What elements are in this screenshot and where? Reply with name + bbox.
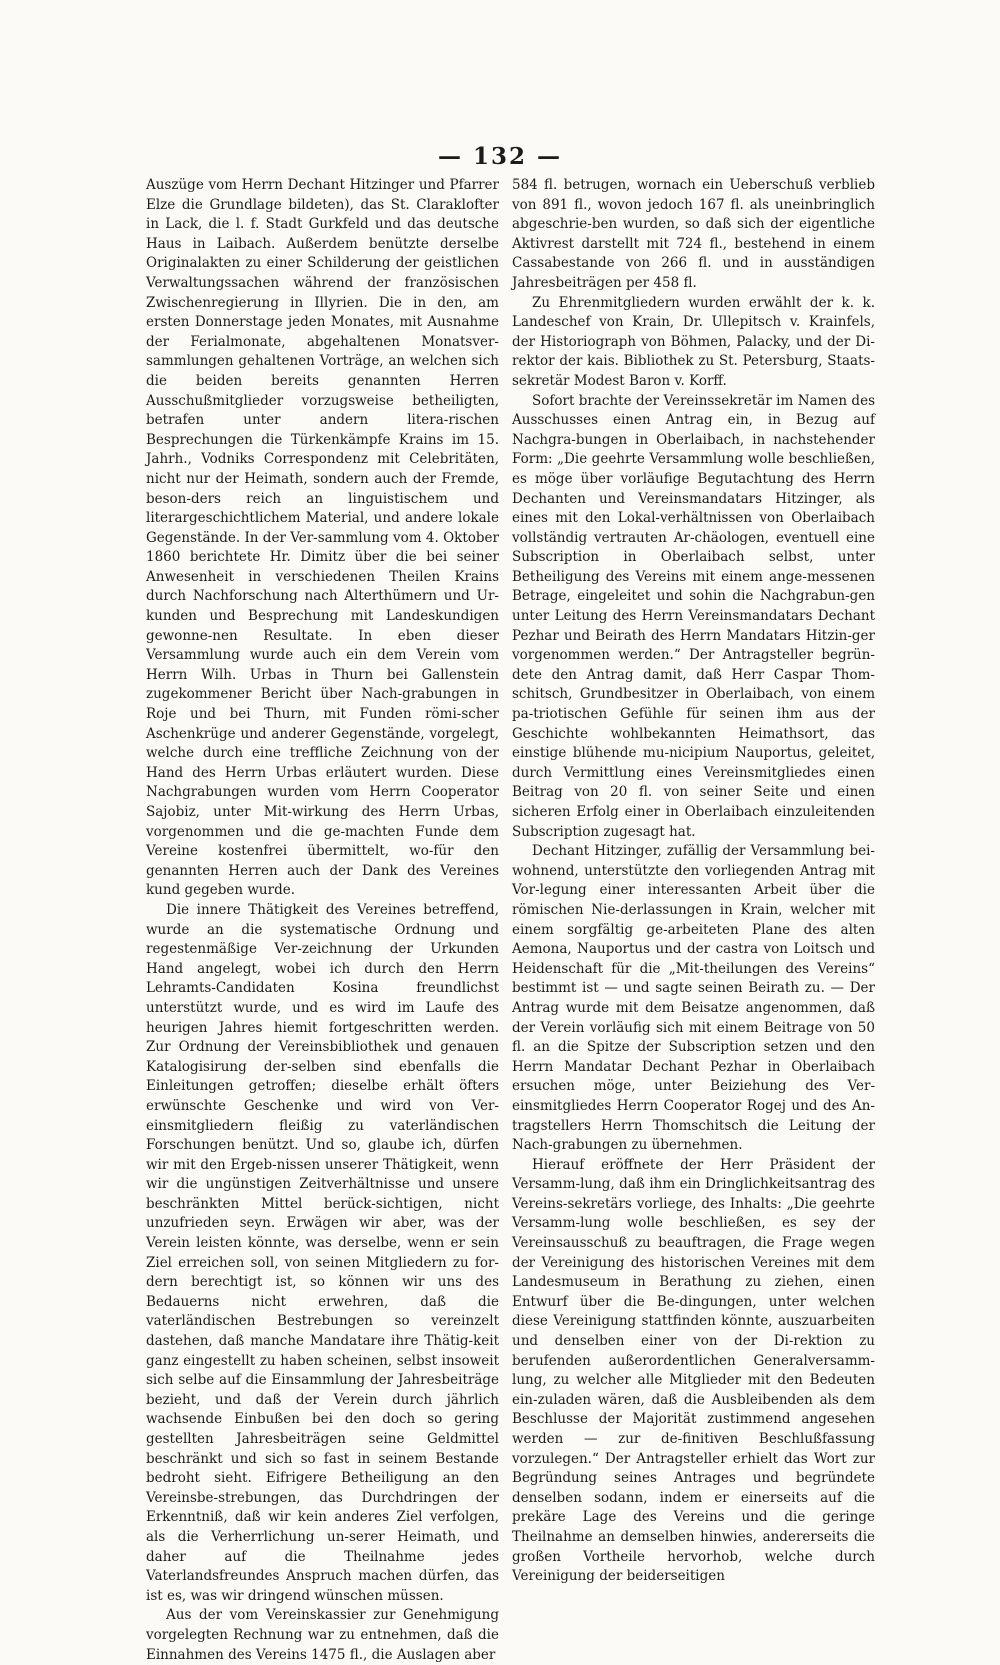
paragraph: Die innere Thätigkeit des Vereines betreffend, wurde an die systematische Ordnung und regestenmäßige Ver-zeichnung der Urkunden Hand angelegt, wobei ich durch den Herrn Lehramts-Candidaten Kosina freundlichst unterstützt wurde, und es wird im Laufe des heurigen Jahres hiemit fortgeschritten werden. Zur Ordnung der Vereinsbibliothek und genauen Katalogisirung der-selben sind ebenfalls die Einleitungen getroffen; dieselbe erhält öfters erwünschte Geschenke und wird von Ver-einsmitgliedern fleißig zu vaterländischen Forschungen benützt. Und so, glaube ich, dürfen wir mit den Ergeb-nissen unserer Thätigkeit, wenn wir die ungünstigen Zeitverhältnisse und unsere beschränkten Mittel berück-sichtigen, nicht unzufrieden seyn. Erwägen wir aber, was der Verein leisten könnte, was derselbe, wenn er sein Ziel erreichen soll, von seinen Mitgliedern zu for-dern berechtigt ist, so können wir uns des Bedauerns nicht erwehren, daß die vaterländischen Bestrebungen so vereinzelt dastehen, daß manche Mandatare ihre Thätig-keit ganz eingestellt zu haben scheinen, selbst insoweit sich selbe auf die Einsammlung der Jahresbeiträge bezieht, und daß der Verein durch jährlich wachsende Einbußen bei den doch so gering gestellten Jahresbeiträgen seine Geldmittel beschränkt und sich so fast in seinem Bestande bedroht sieht. Eifrigere Betheiligung an den Vereinsbe-strebungen, das Durchdringen der Erkenntniß, daß wir kein anderes Ziel verfolgen, als die Verherrlichung un-serer Heimath, und daher auf die Theilnahme jedes Vaterlandsfreundes Anspruch machen dürfen, das ist es, was wir dringend wünschen müssen. xyxy=(146,901,499,1604)
paragraph: Auszüge vom Herrn Dechant Hitzinger und Pfarrer Elze die Grundlage bildeten), das St. Claraklofter in Lack, die l. f. Stadt Gurkfeld und das deutsche Haus in Laibach. Außerdem benützte derselbe Originalakten zu einer Schilderung der geistlichen Verwaltungssachen während der französischen Zwischenregierung in Illyrien. Die in den, am ersten Donnerstage jeden Monates, mit Ausnahme der Ferialmonate, abgehaltenen Monatsver-sammlungen gehaltenen Vorträge, an welchen sich die beiden bereits genannten Herren Ausschußmitglieder vorzugsweise betheiligten, betrafen unter andern litera-rischen Besprechungen die Türkenkämpfe Krains im 15. Jahrh., Vodniks Correspondenz mit Celebritäten, nicht nur der Heimath, sondern auch der Fremde, beson-ders reich an linguistischem und literargeschichtlichem Material, und andere lokale Gegenstände. In der Ver-sammlung vom 4. Oktober 1860 berichtete Hr. Dimitz über die bei seiner Anwesenheit in verschiedenen Theilen Krains durch Nachforschung nach Alterthümern und Ur-kunden und Besprechung mit Landeskundigen gewonne-nen Resultate. In eben dieser Versammlung wurde auch ein dem Verein vom Herrn Wilh. Urbas in Thurn bei Gallenstein zugekommener Bericht über Nach-grabungen in Roje und bei Thurn, mit Funden römi-scher Aschenkrüge und anderer Gegenstände, vorgelegt, welche durch eine treffliche Zeichnung von der Hand des Herrn Urbas erläutert wurden. Diese Nachgrabungen wurden vom Herrn Cooperator Sajobiz, unter Mit-wirkung des Herrn Urbas, vorgenommen und die ge-machten Funde dem Vereine kostenfrei übermittelt, wo-für den genannten Herren auch der Dank des Vereines kund gegeben wurde. xyxy=(146,177,499,899)
paragraph: Dechant Hitzinger, zufällig der Versammlung bei-wohnend, unterstützte den vorliegenden Antrag mit Vor-legung einer interessanten Arbeit über die römischen Nie-derlassungen in Krain, welcher mit einem sorgfältig ge-arbeiteten Plane des alten Aemona, Nauportus und der castra von Loitsch und Heidenschaft für die „Mit-theilungen des Vereins“ bestimmt ist — und sagte seinen Beirath zu. — Der Antrag wurde mit dem Beisatze angenommen, daß der Verein vorläufig sich mit einem Beitrage von 50 fl. an die Spitze der Subscription setzen und den Herrn Mandatar Dechant Pezhar in Oberlaibach ersuchen möge, unter Beiziehung des Ver-einsmitgliedes Herrn Cooperator Rogej und des An-tragstellers Herrn Thomschitsch die Leitung der Nach-grabungen zu übernehmen. xyxy=(512,843,875,1154)
paragraph: 584 fl. betrugen, wornach ein Ueberschuß verblieb von 891 fl., wovon jedoch 167 fl. als uneinbringlich abgeschrie-ben wurden, so daß sich der eigentliche Aktivrest darstellt mit 724 fl., bestehend in einem Cassabestande von 266 fl. und in ausständigen Jahresbeiträgen per 458 fl. xyxy=(512,177,875,291)
right-column xyxy=(512,176,875,1585)
paragraph: Sofort brachte der Vereinssekretär im Namen des Ausschusses einen Antrag ein, in Bezug auf Nachgra-bungen in Oberlaibach, in nachstehender Form: „Die geehrte Versammlung wolle beschließen, es möge über vorläufige Begutachtung des Herrn Dechanten und Vereinsmandatars Hitzinger, als eines mit den Lokal-verhältnissen von Oberlaibach vollständig vertrauten Ar-chäologen, eventuell eine Subscription in Oberlaibach selbst, unter Betheiligung des Vereins mit einem ange-messenen Betrage, eingeleitet und sohin die Nachgrabun-gen unter Leitung des Herrn Vereinsmandatars Dechant Pezhar und Beirath des Herrn Mandatars Hitzin-ger vorgenommen werden.“ Der Antragsteller begrün-dete den Antrag damit, daß Herr Caspar Thom-schitsch, Grundbesitzer in Oberlaibach, von einem pa-triotischen Gefühle für seinen ihm aus der Geschichte wohlbekannten Heimathsort, das einstige blühende mu-nicipium Nauportus, geleitet, durch Vermittlung eines Vereinsmitgliedes einen Beitrag von 20 fl. von seiner Seite und einen sicheren Erfolg einer in Oberlaibach einzuleitenden Subscription zugesagt hat. xyxy=(512,392,875,840)
paragraph: Hierauf eröffnete der Herr Präsident der Versamm-lung, daß ihm ein Dringlichkeitsantrag des Vereins-sekretärs vorliege, des Inhalts: „Die geehrte Versamm-lung wolle beschließen, es sey der Vereinsausschuß zu beauftragen, die Frage wegen der Vereinigung des historischen Vereines mit dem Landesmuseum in Berathung zu ziehen, einen Entwurf über die Be-dingungen, unter welchen diese Vereinigung stattfinden könnte, auszuarbeiten und denselben einer von der Di-rektion zu berufenden außerordentlichen Generalversamm-lung, zu welcher alle Mitglieder mit den Bedeuten ein-zuladen wären, daß die Ausbleibenden als dem Beschlusse der Majorität zustimmend angesehen werden — zur de-finitiven Beschlußfassung vorzulegen.“ Der Antragsteller erhielt das Wort zur Begründung seines Antrages und begründete denselben sodann, indem er einerseits auf die prekäre Lage des Vereins und die geringe Theilnahme an demselben hinwies, andererseits die großen Vortheile hervorhob, welche durch Vereinigung der beiderseitigen xyxy=(512,1156,875,1585)
paragraph: Aus der vom Vereinskassier zur Genehmigung vorgelegten Rechnung war zu entnehmen, daß die Einnahmen des Vereins 1475 fl., die Auslagen aber xyxy=(146,1607,499,1663)
paragraph: Zu Ehrenmitgliedern wurden erwählt der k. k. Landeschef von Krain, Dr. Ullepitsch v. Krainfels, der Historiograph von Böhmen, Palacky, und der Di-rektor der kais. Bibliothek zu St. Petersburg, Staats-sekretär Modest Baron v. Korff. xyxy=(512,294,875,389)
left-column xyxy=(146,176,499,1663)
page-number: — 132 — xyxy=(437,143,563,170)
